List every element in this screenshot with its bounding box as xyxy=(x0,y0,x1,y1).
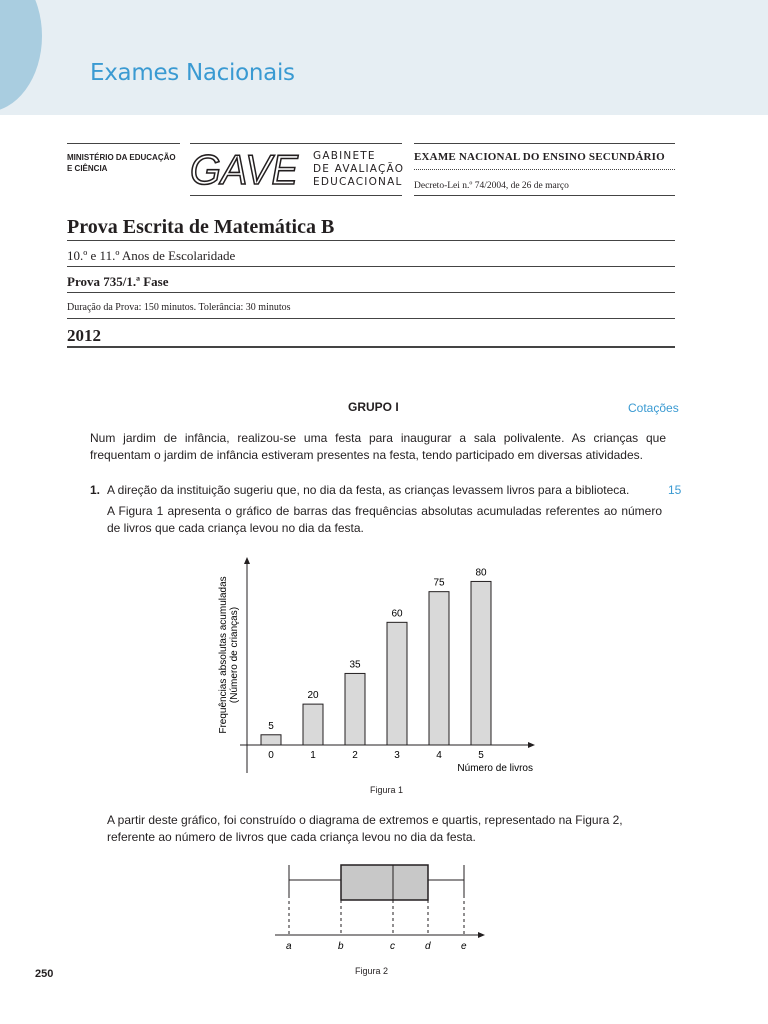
label-b: b xyxy=(338,941,344,952)
series-title: Exames Nacionais xyxy=(90,60,295,86)
exam-year: 2012 xyxy=(67,326,101,345)
ministry-line-1: MINISTÉRIO DA EDUCAÇÃO xyxy=(67,153,176,162)
group-title: GRUPO I xyxy=(348,400,399,414)
decree-text: Decreto-Lei n.º 74/2004, de 26 de março xyxy=(414,181,569,191)
tick-label-2: 2 xyxy=(352,750,358,761)
gave-line-1: GABINETE xyxy=(313,150,376,162)
data-label-5: 80 xyxy=(475,567,487,579)
data-label-3: 60 xyxy=(391,608,403,620)
school-years: 10.º e 11.º Anos de Escolaridade xyxy=(67,248,236,263)
divider xyxy=(67,240,675,241)
tick-label-1: 1 xyxy=(310,750,316,761)
figure-2-caption: Figura 2 xyxy=(355,966,389,976)
dotted-divider xyxy=(414,169,675,170)
gave-line-2: DE AVALIAÇÃO xyxy=(313,163,405,175)
divider xyxy=(67,143,180,144)
y-axis-label-1: Frequências absolutas acumuladas xyxy=(218,576,229,734)
exam-title: Prova Escrita de Matemática B xyxy=(67,216,335,238)
question-paragraph: A Figura 1 apresenta o gráfico de barras das frequências absolutas acumuladas referentes ao número de livros que cada criança levou no dia da festa. xyxy=(107,504,662,535)
tick-label-3: 3 xyxy=(394,750,400,761)
gave-name xyxy=(313,150,404,189)
divider xyxy=(414,195,675,196)
quartile-box xyxy=(341,865,428,900)
bar-3 xyxy=(387,622,407,745)
figure-1-caption: Figura 1 xyxy=(370,785,404,795)
box-plot xyxy=(270,855,500,955)
data-label-1: 20 xyxy=(307,690,319,702)
divider xyxy=(67,318,675,319)
tick-label-0: 0 xyxy=(268,750,274,761)
cumulative-frequency-bar-chart xyxy=(200,555,550,785)
page-number: 250 xyxy=(35,968,54,980)
exam-type: EXAME NACIONAL DO ENSINO SECUNDÁRIO xyxy=(414,151,665,163)
bar-0 xyxy=(261,735,281,745)
points-heading: Cotações xyxy=(628,401,679,415)
x-axis-label: Número de livros xyxy=(457,763,533,774)
divider xyxy=(190,195,402,196)
exam-code: Prova 735/1.ª Fase xyxy=(67,274,169,289)
ministry-line-2: E CIÊNCIA xyxy=(67,164,108,173)
y-axis-arrow xyxy=(244,557,250,564)
tick-label-4: 4 xyxy=(436,750,442,761)
question-number: 1. xyxy=(90,483,101,497)
divider xyxy=(190,143,402,144)
question-points: 15 xyxy=(668,483,682,497)
label-a: a xyxy=(286,941,292,952)
box-plot-axis-arrow xyxy=(478,932,485,938)
header-band xyxy=(0,0,768,115)
data-label-4: 75 xyxy=(433,577,445,589)
label-c: c xyxy=(390,941,395,952)
question-paragraph-2: A partir deste gráfico, foi construído o diagrama de extremos e quartis, representado na Figura 2, referente ao número de livros que cada criança levou no dia da festa. xyxy=(107,813,623,844)
ministry-name xyxy=(67,152,177,174)
bar-5 xyxy=(471,581,491,745)
label-d: d xyxy=(425,941,431,952)
divider xyxy=(414,143,675,144)
intro-paragraph: Num jardim de infância, realizou-se uma festa para inaugurar a sala polivalente. As crianças que frequentam o jardim de infância estiveram presentes na festa, tendo participado em diversas atividades. xyxy=(90,431,666,462)
y-axis-label-2: (Número de crianças) xyxy=(229,606,240,704)
divider xyxy=(67,346,675,348)
gave-logo-text: GAVE xyxy=(190,148,299,192)
divider xyxy=(67,292,675,293)
x-axis-arrow xyxy=(528,742,535,748)
bar-2 xyxy=(345,673,365,745)
gave-line-3: EDUCACIONAL xyxy=(313,176,403,188)
bar-4 xyxy=(429,592,449,745)
exam-duration: Duração da Prova: 150 minutos. Tolerância: 30 minutos xyxy=(67,302,291,313)
label-e: e xyxy=(461,941,467,952)
question-text: A direção da instituição sugeriu que, no dia da festa, as crianças levassem livros para a biblioteca. xyxy=(107,483,630,497)
gave-logo xyxy=(190,148,302,192)
data-label-0: 5 xyxy=(268,720,274,732)
data-label-2: 35 xyxy=(349,659,361,671)
bar-1 xyxy=(303,704,323,745)
divider xyxy=(67,266,675,267)
tick-label-5: 5 xyxy=(478,750,484,761)
